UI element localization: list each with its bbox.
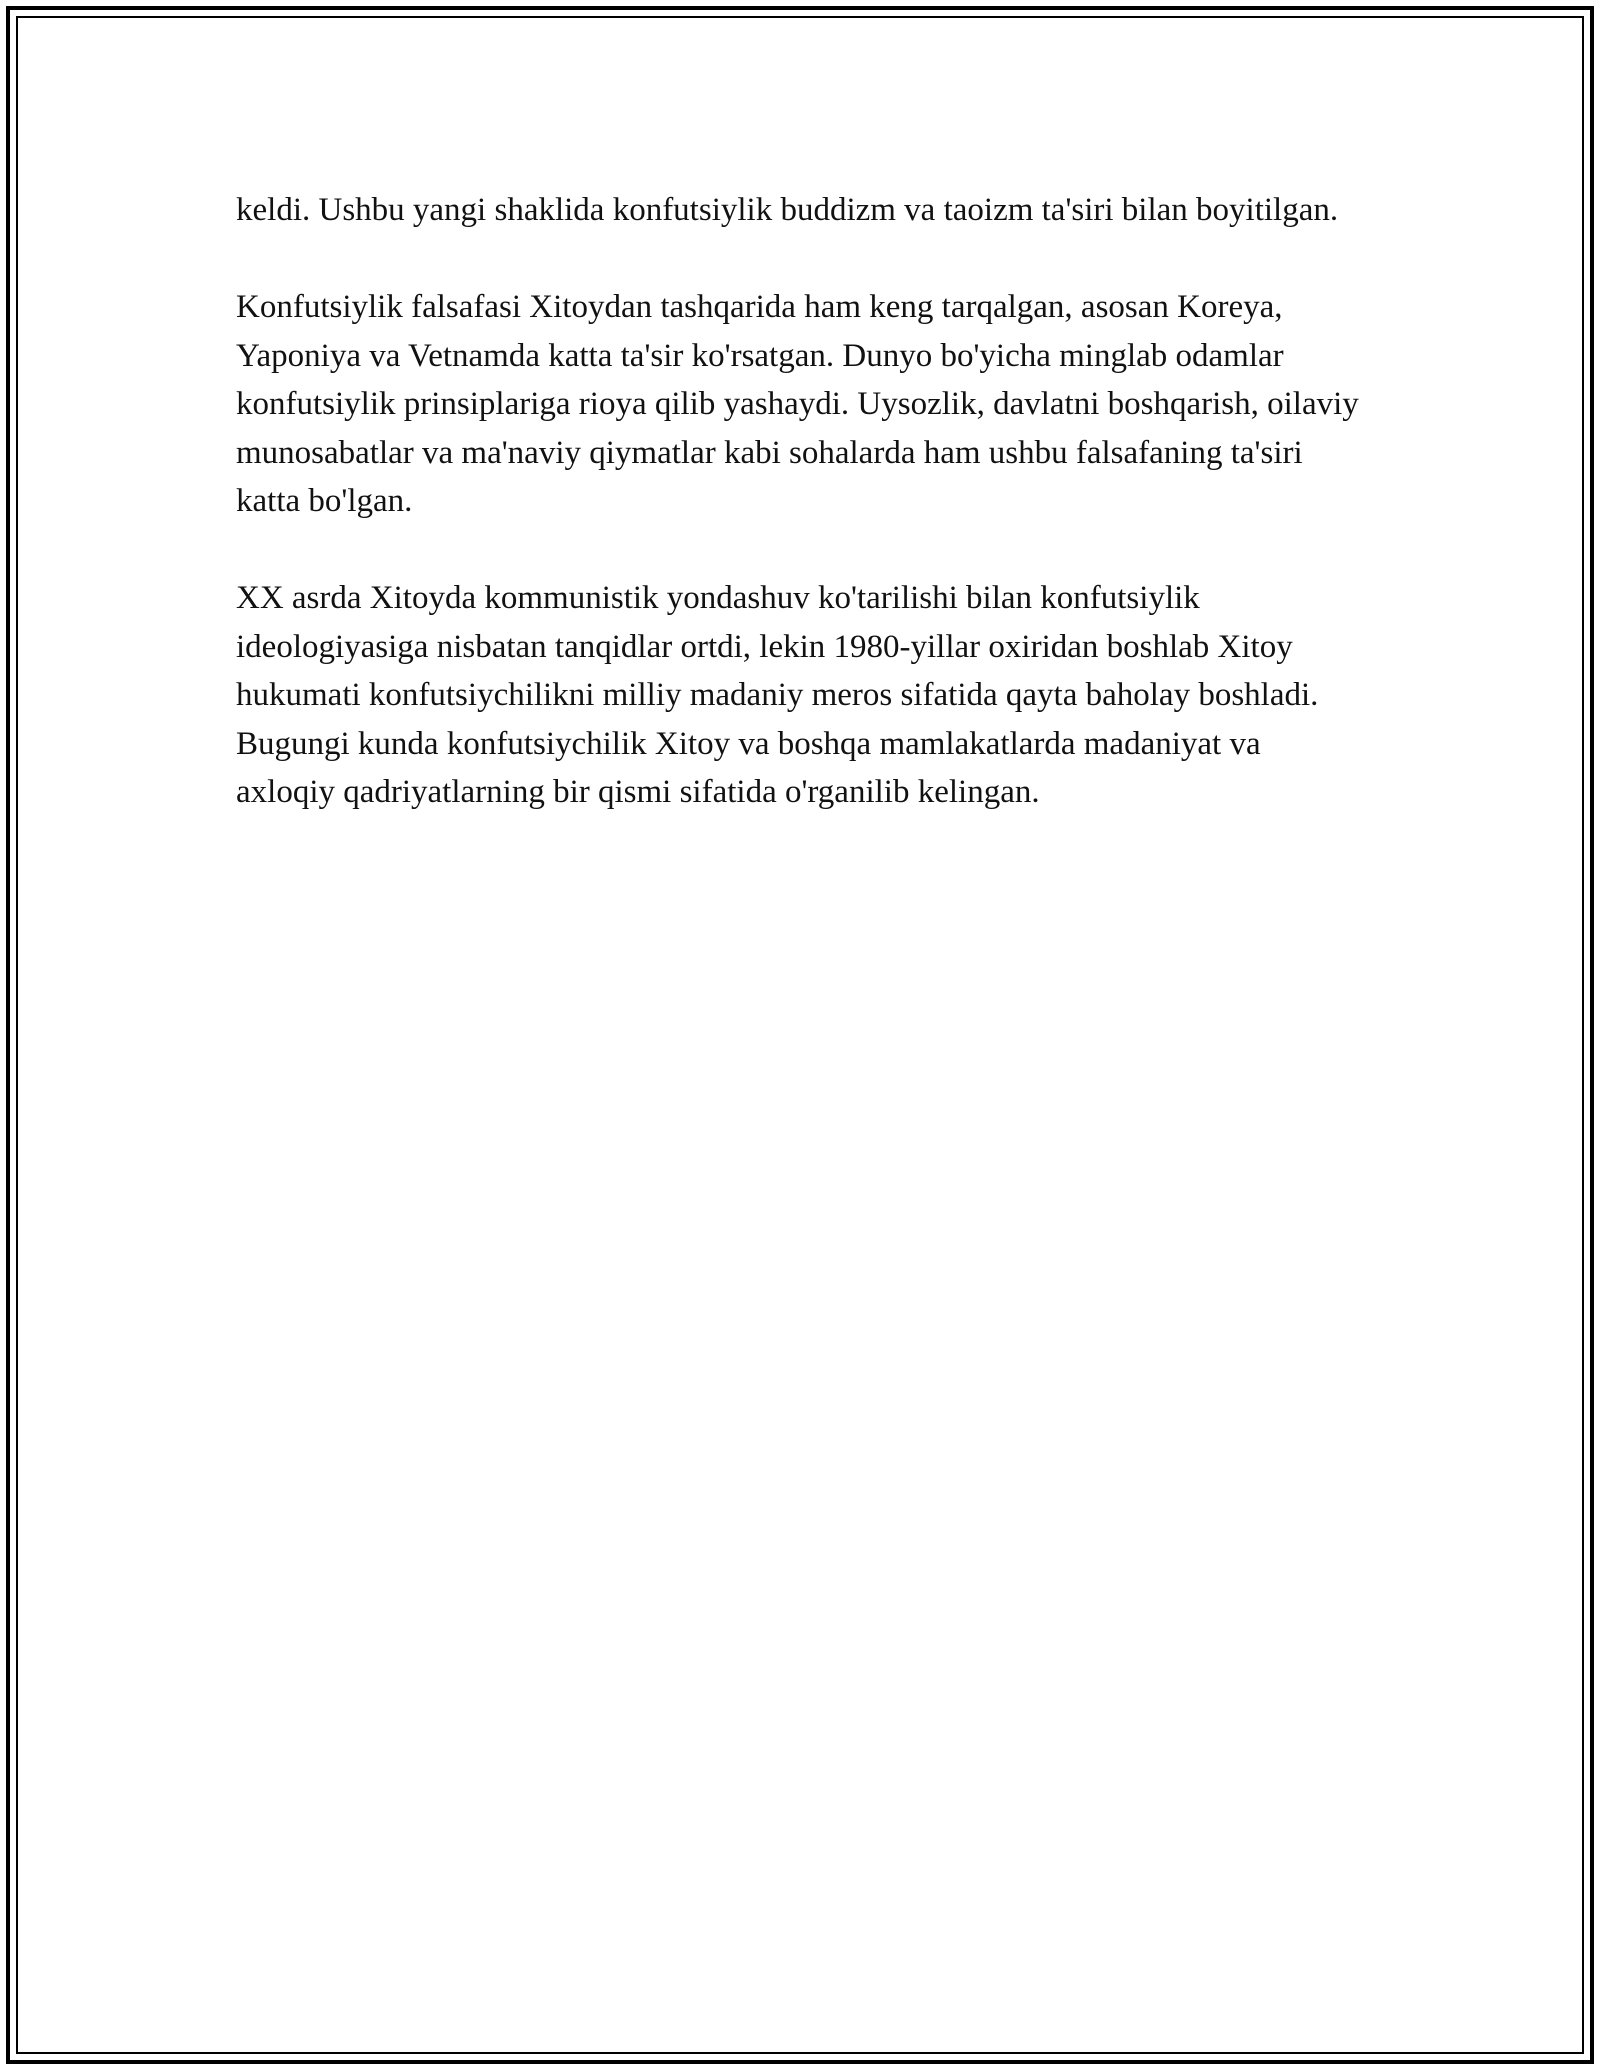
paragraph-1: keldi. Ushbu yangi shaklida konfutsiylik buddizm va taoizm ta'siri bilan boyitilgan. (236, 192, 1339, 228)
paragraph-2: Konfutsiylik falsafasi Xitoydan tashqarida ham keng tarqalgan, asosan Koreya, Yaponiya va Vetnamda katta ta'sir ko'rsatgan. Dunyo bo'yicha minglab odamlar konfutsiylik prinsiplariga rioya qilib yashaydi. Uysozlik, davlatni boshqarish, oilaviy munosabatlar va ma'naviy qiymatlar kabi sohalarda ham ushbu falsafaning ta'siri katta bo'lgan. (236, 289, 1359, 519)
document-body (236, 186, 1366, 865)
paragraph-3: XX asrda Xitoyda kommunistik yondashuv ko'tarilishi bilan konfutsiylik ideologiyasiga nisbatan tanqidlar ortdi, lekin 1980-yillar oxiridan boshlab Xitoy hukumati konfutsiychilikni milliy madaniy meros sifatida qayta baholay boshladi. Bugungi kunda konfutsiychilik Xitoy va boshqa mamlakatlarda madaniyat va axloqiy qadriyatlarning bir qismi sifatida o'rganilib kelingan. (236, 580, 1319, 810)
